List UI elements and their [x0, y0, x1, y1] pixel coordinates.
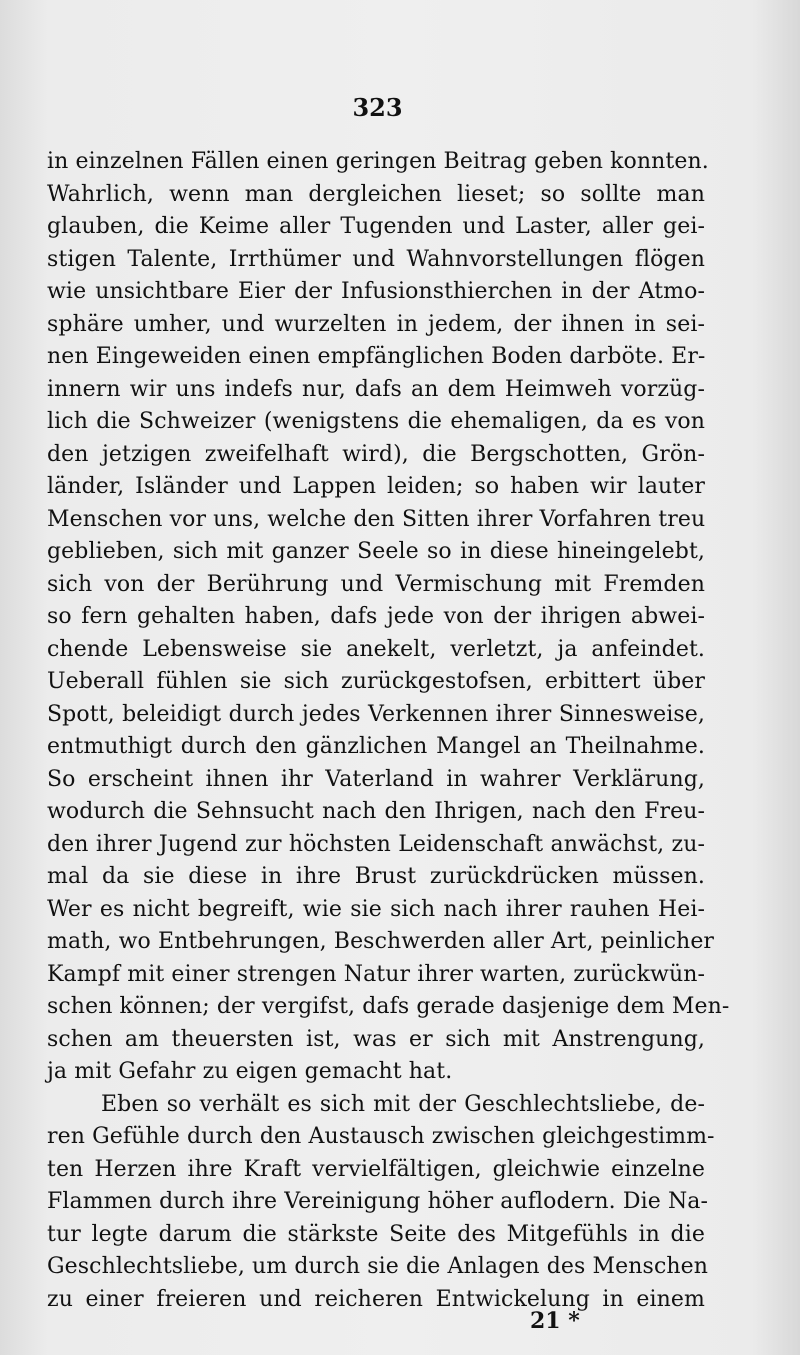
- text-line: nen Eingeweiden einen empfänglichen Boden darböte. Er-: [47, 344, 706, 369]
- text-line: Ueberall fühlen sie sich zurückgestofsen, erbittert über: [47, 669, 705, 694]
- text-line: Flammen durch ihre Vereinigung höher auflodern. Die Na-: [47, 1189, 709, 1214]
- text-line: innern wir uns indefs nur, dafs an dem Heimweh vorzüg-: [47, 376, 705, 402]
- text-line: den jetzigen zweifelhaft wird), die Bergschotten, Grön-: [47, 441, 705, 467]
- text-line: chende Lebensweise sie anekelt, verletzt, ja anfeindet.: [47, 636, 705, 662]
- text-line: ten Herzen ihre Kraft vervielfältigen, gleichwie einzelne: [47, 1156, 705, 1182]
- text-line: geblieben, sich mit ganzer Seele so in diese hineingelebt,: [47, 539, 705, 564]
- page-number: 323: [352, 93, 403, 122]
- signature-mark: 21 *: [530, 1308, 580, 1334]
- body-text: [47, 146, 730, 1316]
- text-line: wie unsichtbare Eier der Infusionsthierchen in der Atmo-: [47, 279, 705, 304]
- text-line: Wer es nicht begreift, wie sie sich nach ihrer rauhen Hei-: [47, 896, 705, 922]
- text-line: Menschen vor uns, welche den Sitten ihrer Vorfahren treu: [47, 506, 706, 532]
- text-line: stigen Talente, Irrthümer und Wahnvorstellungen flögen: [47, 246, 705, 272]
- text-line: Wahrlich, wenn man dergleichen lieset; so sollte man: [47, 181, 705, 207]
- text-line: math, wo Entbehrungen, Beschwerden aller Art, peinlicher: [47, 929, 715, 954]
- text-line: den ihrer Jugend zur höchsten Leidenschaft anwächst, zu-: [47, 831, 705, 857]
- paragraph-start-line: Eben so verhält es sich mit der Geschlechtsliebe, de-: [101, 1091, 705, 1117]
- text-line: länder, Isländer und Lappen leiden; so haben wir lauter: [47, 474, 705, 499]
- text-line: glauben, die Keime aller Tugenden und Laster, aller gei-: [47, 214, 705, 239]
- text-line: ren Gefühle durch den Austausch zwischen gleichgestimm-: [47, 1124, 715, 1149]
- text-line: so fern gehalten haben, dafs jede von der ihrigen abwei-: [47, 604, 705, 629]
- text-line: schen am theuersten ist, was er sich mit Anstrengung,: [47, 1026, 705, 1052]
- text-line: Spott, beleidigt durch jedes Verkennen ihrer Sinnesweise,: [47, 701, 705, 727]
- text-line: tur legte darum die stärkste Seite des Mitgefühls in die: [47, 1221, 705, 1247]
- text-line: in einzelnen Fällen einen geringen Beitrag geben konnten.: [47, 149, 709, 174]
- text-line: schen können; der vergifst, dafs gerade dasjenige dem Men-: [47, 994, 730, 1019]
- text-line: Kampf mit einer strengen Natur ihrer warten, zurückwün-: [47, 961, 706, 987]
- text-line: Geschlechtsliebe, um durch sie die Anlagen des Menschen: [47, 1254, 709, 1279]
- paragraph-end-line: ja mit Gefahr zu eigen gemacht hat.: [47, 1059, 453, 1084]
- text-line: sphäre umher, und wurzelten in jedem, der ihnen in sei-: [47, 311, 705, 337]
- text-line: zu einer freieren und reicheren Entwickelung in einem: [47, 1286, 705, 1312]
- text-line: mal da sie diese in ihre Brust zurückdrücken müssen.: [47, 864, 705, 889]
- text-line: So erscheint ihnen ihr Vaterland in wahrer Verklärung,: [47, 766, 705, 792]
- text-line: lich die Schweizer (wenigstens die ehemaligen, da es von: [47, 409, 705, 434]
- text-line: entmuthigt durch den gänzlichen Mangel an Theilnahme.: [47, 734, 705, 759]
- text-line: wodurch die Sehnsucht nach den Ihrigen, nach den Freu-: [47, 799, 705, 824]
- text-line: sich von der Berührung und Vermischung mit Fremden: [47, 571, 705, 597]
